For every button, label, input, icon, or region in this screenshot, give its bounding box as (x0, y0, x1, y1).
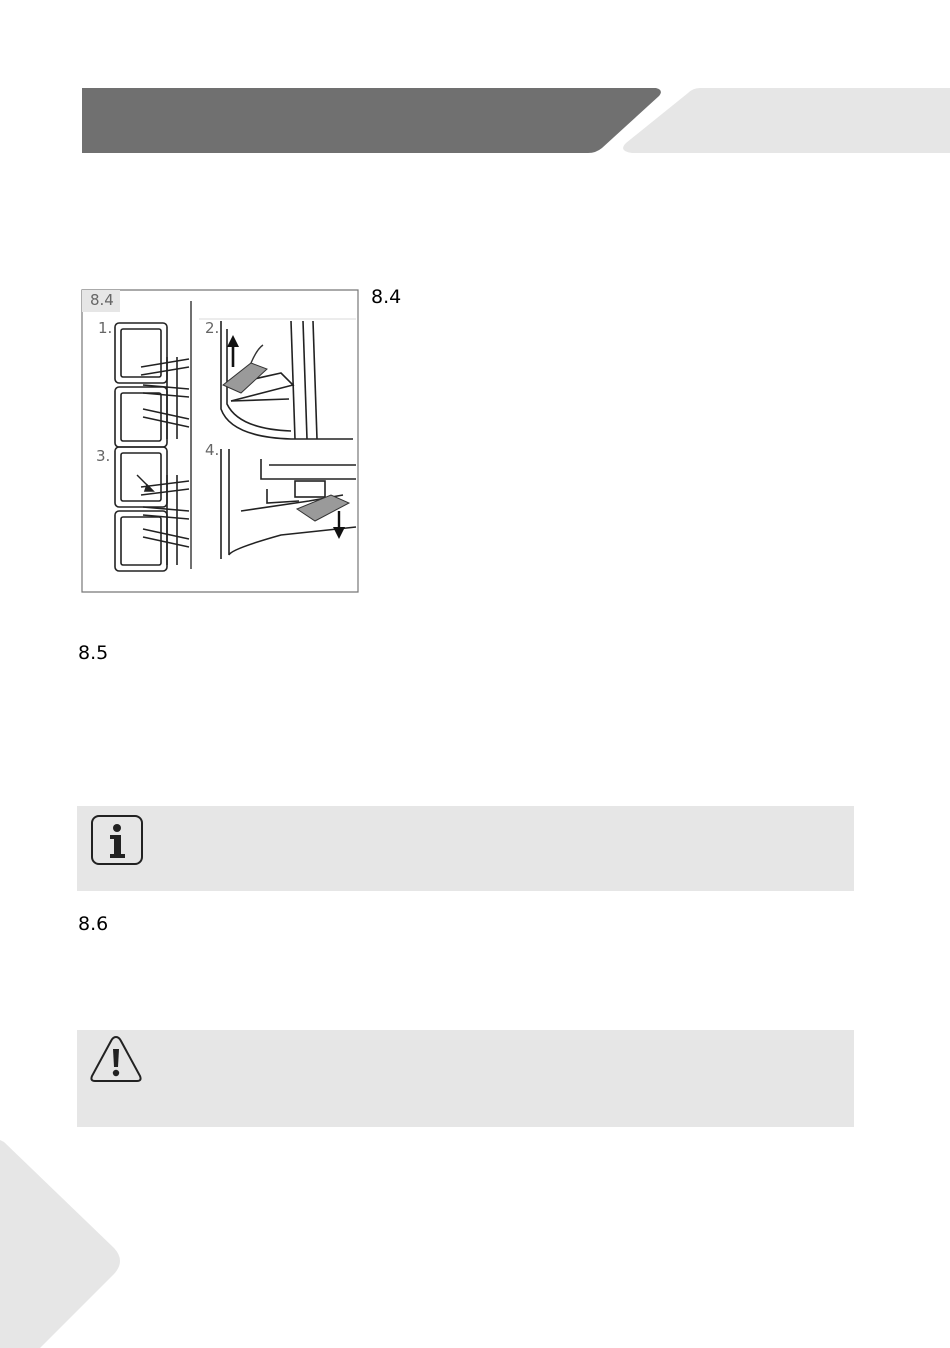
figure-8-4-drawing (81, 289, 359, 593)
arrow-up-icon (227, 335, 239, 367)
step-3-drawing (115, 447, 189, 571)
info-icon (90, 814, 144, 866)
step-4-label: 4. (205, 441, 220, 459)
warning-note (77, 1030, 854, 1127)
step-1-label: 1. (98, 319, 113, 337)
header-banner (0, 0, 950, 170)
section-8-5-number: 8.5 (78, 642, 109, 664)
step-2-label: 2. (205, 319, 220, 337)
section-8-6-number: 8.6 (78, 913, 109, 935)
figure-8-4 (81, 289, 359, 593)
info-note (77, 806, 854, 891)
figure-tag: 8.4 (90, 291, 114, 309)
arrow-down-icon (333, 511, 345, 539)
step-3-label: 3. (96, 447, 111, 465)
header-banner-light (623, 88, 950, 153)
step-4-clip (297, 495, 349, 521)
warning-icon (89, 1034, 143, 1084)
section-8-4-number: 8.4 (371, 286, 402, 308)
step-1-drawing (115, 323, 189, 447)
corner-tab (0, 1140, 130, 1348)
header-banner-dark (82, 88, 661, 153)
